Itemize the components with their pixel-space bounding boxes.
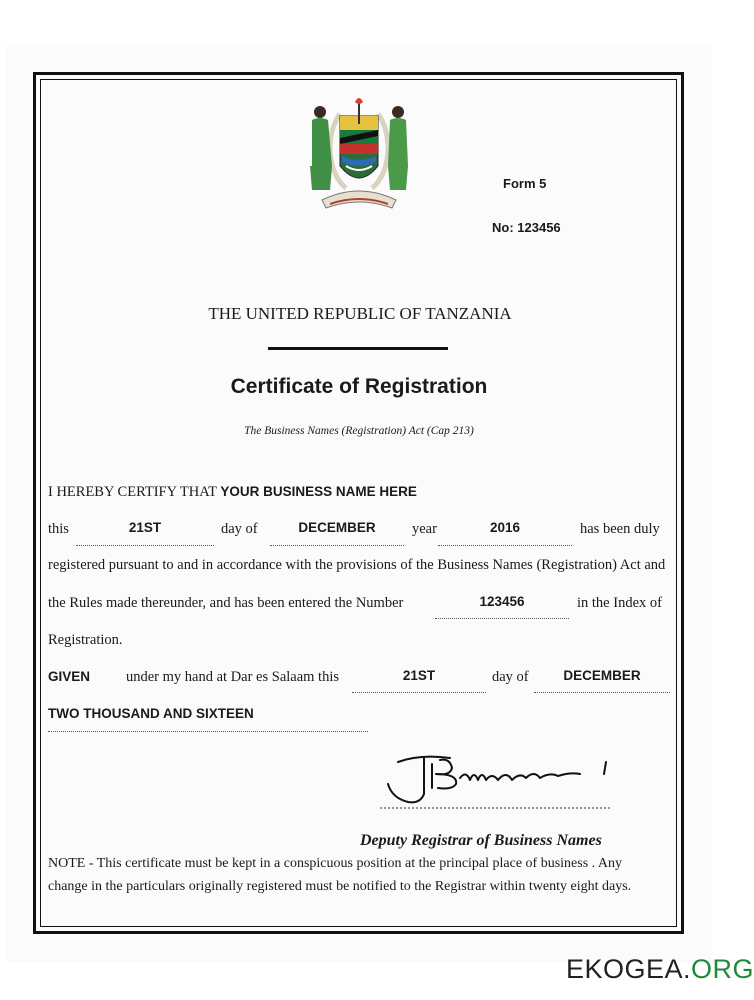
form-number-label: Form 5: [503, 176, 547, 191]
note-line-2: change in the particulars originally registered must be notified to the Registrar within twenty eight days.: [48, 879, 632, 894]
given-day-blank-line: [352, 692, 486, 693]
given-day-value: 21ST: [402, 668, 436, 683]
title-divider: [268, 347, 448, 350]
this-word: this: [48, 521, 69, 537]
certify-prefix: I HEREBY CERTIFY THAT: [48, 484, 217, 500]
watermark-part-1: EKOGEA.: [566, 954, 692, 984]
index-number-value: 123456: [479, 594, 525, 609]
day-blank-line: [76, 545, 214, 546]
registration-word: Registration.: [48, 632, 123, 648]
year-words-blank-line: [48, 731, 368, 732]
given-word: GIVEN: [48, 669, 91, 684]
given-year-words: TWO THOUSAND AND SIXTEEN: [48, 706, 254, 721]
registrar-signature: [380, 744, 620, 812]
number-blank-line: [435, 618, 569, 619]
certificate-title: Certificate of Registration: [230, 375, 488, 398]
registration-year-value: 2016: [489, 520, 521, 535]
act-reference: The Business Names (Registration) Act (Cap 213): [244, 425, 474, 437]
registration-month-value: DECEMBER: [298, 520, 376, 535]
site-watermark: [566, 954, 754, 985]
business-name-value: YOUR BUSINESS NAME HERE: [220, 484, 417, 499]
note-line-1: NOTE - This certificate must be kept in a conspicuous position at the principal place of business . Any: [48, 856, 622, 871]
given-day-of-text: day of: [492, 669, 529, 685]
registration-day-value: 21ST: [128, 520, 162, 535]
duly-text: has been duly: [580, 521, 660, 537]
country-heading: THE UNITED REPUBLIC OF TANZANIA: [208, 304, 512, 323]
registrar-title: Deputy Registrar of Business Names: [360, 832, 602, 849]
coat-of-arms-emblem: [300, 96, 418, 214]
rules-line-suffix: in the Index of: [577, 595, 662, 611]
rules-line-prefix: the Rules made thereunder, and has been entered the Number: [48, 595, 404, 611]
year-blank-line: [438, 545, 572, 546]
day-of-text: day of: [221, 521, 258, 537]
given-hand-text: under my hand at Dar es Salaam this: [126, 669, 340, 685]
watermark-part-2: ORG: [691, 954, 754, 984]
given-month-blank-line: [534, 692, 670, 693]
year-word: year: [412, 521, 437, 537]
given-month-value: DECEMBER: [563, 668, 641, 683]
month-blank-line: [270, 545, 404, 546]
certificate-number-label: No: 123456: [492, 220, 561, 235]
certify-statement: [48, 484, 417, 501]
registration-provision-line: registered pursuant to and in accordance with the provisions of the Business Names (Registration) Act and: [48, 557, 666, 573]
